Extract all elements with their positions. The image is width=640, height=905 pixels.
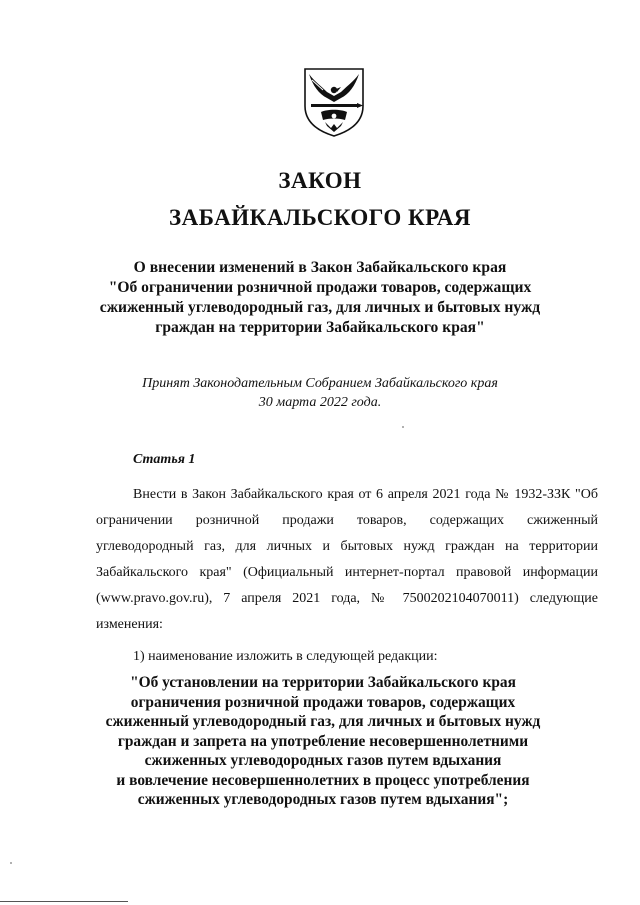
quote-line: граждан и запрета на употребление несовершеннолетними [117,732,529,750]
adoption-line-2: 30 марта 2022 года. [258,395,382,410]
quote-line: и вовлечение несовершеннолетних в процесс употребления [116,771,530,789]
scan-speck [402,426,404,428]
adoption-line-1: Принят Законодательным Собранием Забайкальского края [142,376,498,391]
subtitle-line: "Об ограничении розничной продажи товаров, содержащих [108,279,532,296]
footnote-divider [0,901,128,902]
zabaykalsky-coat-of-arms-icon [301,66,367,138]
article-body [96,482,598,638]
subtitle-line: граждан на территории Забайкальского края" [155,319,485,336]
subtitle-line: сжиженный углеводородный газ, для личных и бытовых нужд [99,299,541,316]
quote-line: сжиженных углеводородных газов путем вдыхания"; [137,791,509,808]
law-title-line-1: ЗАКОН [278,168,362,193]
article-heading: Статья 1 [133,452,196,467]
subtitle-line: О внесении изменений в Закон Забайкальского края [133,259,507,276]
quoted-new-title [80,673,566,810]
adoption-note [0,374,640,412]
quote-line: "Об установлении на территории Забайкальского края [130,674,516,691]
subtitle-block [0,258,640,338]
article-paragraph: Внести в Закон Забайкальского края от 6 апреля 2021 года № 1932-ЗЗК "Об ограничении розничной продажи товаров, содержащих сжиженный углеводородный газ, для личных и бытовых нужд граждан на территории Забайкальского края" (Официальный интернет-портал правовой информации (www.pravo.gov.ru), 7 апреля 2021 года, № 7500202104070011) следующие изменения: [96,487,598,632]
quote-line: сжиженный углеводородный газ, для личных и бытовых нужд [105,713,541,730]
quote-line: ограничения розничной продажи товаров, содержащих [130,693,516,711]
quote-line: сжиженных углеводородных газов путем вдыхания [144,752,502,769]
law-title-line-2: ЗАБАЙКАЛЬСКОГО КРАЯ [168,205,472,230]
list-item-1: 1) наименование изложить в следующей редакции: [133,649,438,664]
scan-speck [10,862,12,864]
